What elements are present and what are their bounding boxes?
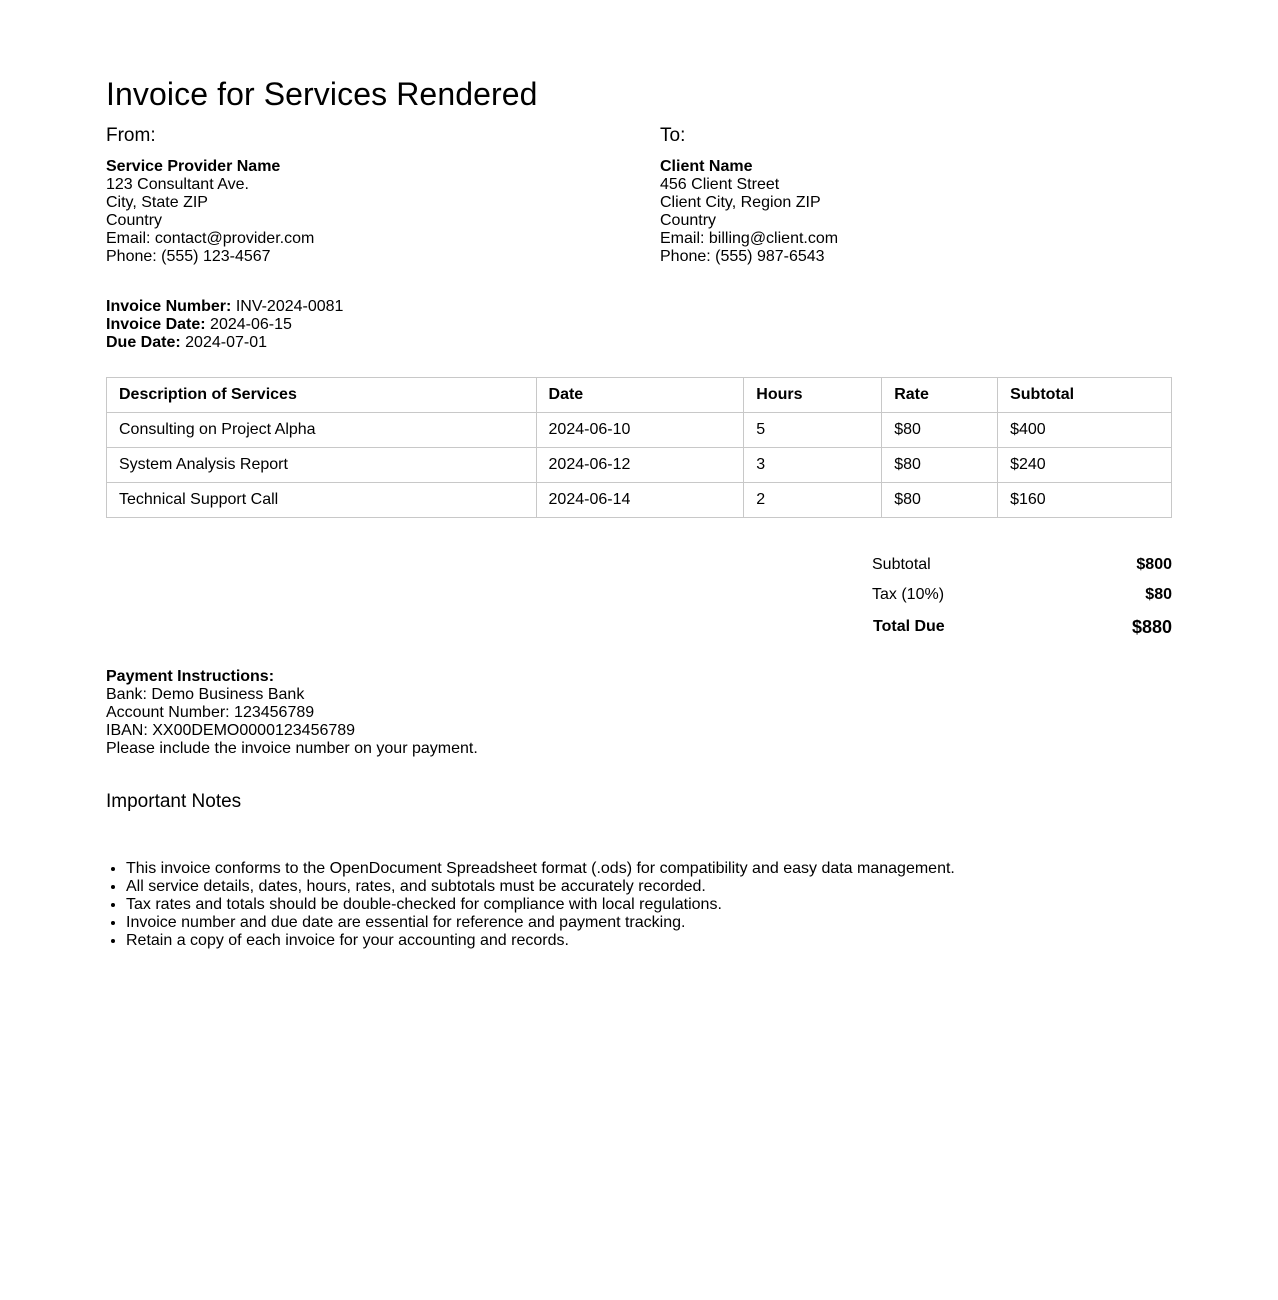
invoice-number-label: Invoice Number: [106,298,232,315]
subtotal-label: Subtotal [872,556,931,573]
tax-row [872,584,1172,614]
to-name: Client Name [660,158,753,175]
payment-note: Please include the invoice number on your payment. [106,740,478,757]
due-date-label: Due Date: [106,334,181,351]
from-heading: From: [106,125,156,146]
cell-description: Technical Support Call [107,483,537,518]
to-email: Email: billing@client.com [660,230,839,247]
column-header-subtotal: Subtotal [998,378,1172,413]
column-header-rate: Rate [882,378,998,413]
payment-iban: IBAN: XX00DEMO0000123456789 [106,722,356,739]
due-date-row [106,334,343,352]
from-name: Service Provider Name [106,158,281,175]
to-phone: Phone: (555) 987-6543 [660,248,825,265]
cell-rate: $80 [882,483,998,518]
invoice-date-value: 2024-06-15 [210,316,292,333]
from-phone: Phone: (555) 123-4567 [106,248,271,265]
cell-description: Consulting on Project Alpha [107,413,537,448]
cell-subtotal: $400 [998,413,1172,448]
table-header-row [107,378,1172,413]
column-header-hours: Hours [744,378,882,413]
invoice-number-row [106,298,343,316]
cell-date: 2024-06-14 [536,483,744,518]
to-city: Client City, Region ZIP [660,194,821,211]
list-item: • All service details, dates, hours, rates, and subtotals must be accurately recorded. [126,878,955,896]
invoice-title: Invoice for Services Rendered [106,76,538,112]
cell-rate: $80 [882,413,998,448]
total-due-label: Total Due [873,618,945,635]
column-header-description: Description of Services [107,378,537,413]
totals-summary [872,554,1172,644]
from-street: 123 Consultant Ave. [106,176,249,193]
cell-hours: 3 [744,448,882,483]
to-block [660,125,1080,266]
cell-rate: $80 [882,448,998,483]
total-due-row [872,614,1172,644]
from-country: Country [106,212,163,229]
payment-instructions [106,668,478,758]
services-table [106,377,1172,518]
payment-account-number: Account Number: 123456789 [106,704,315,721]
cell-date: 2024-06-12 [536,448,744,483]
table-row [107,413,1172,448]
due-date-value: 2024-07-01 [185,334,267,351]
cell-hours: 5 [744,413,882,448]
invoice-date-label: Invoice Date: [106,316,206,333]
invoice-number-value: INV-2024-0081 [235,298,344,315]
tax-value: $80 [1145,586,1172,603]
tax-label: Tax (10%) [872,586,945,603]
subtotal-row [872,554,1172,584]
to-country: Country [660,212,717,229]
invoice-meta [106,298,343,352]
total-due-value: $880 [1131,617,1172,637]
list-item: • Invoice number and due date are essential for reference and payment tracking. [126,914,955,932]
payment-bank: Bank: Demo Business Bank [106,686,305,703]
list-item: • Retain a copy of each invoice for your accounting and records. [126,932,955,950]
to-address [660,158,1080,266]
from-block [106,125,526,266]
notes-list [106,860,955,950]
to-street: 456 Client Street [660,176,780,193]
cell-subtotal: $240 [998,448,1172,483]
table-row [107,448,1172,483]
cell-subtotal: $160 [998,483,1172,518]
from-email: Email: contact@provider.com [106,230,315,247]
subtotal-value: $800 [1136,556,1172,573]
list-item: • Tax rates and totals should be double-checked for compliance with local regulations. [126,896,955,914]
cell-date: 2024-06-10 [536,413,744,448]
invoice-date-row [106,316,343,334]
payment-heading: Payment Instructions: [106,668,275,685]
list-item: • This invoice conforms to the OpenDocument Spreadsheet format (.ods) for compatibility and easy data management. [126,860,955,878]
table-row [107,483,1172,518]
column-header-date: Date [536,378,744,413]
cell-description: System Analysis Report [107,448,537,483]
cell-hours: 2 [744,483,882,518]
to-heading: To: [660,125,686,146]
notes-title: Important Notes [106,791,242,812]
from-city: City, State ZIP [106,194,208,211]
from-address [106,158,526,266]
